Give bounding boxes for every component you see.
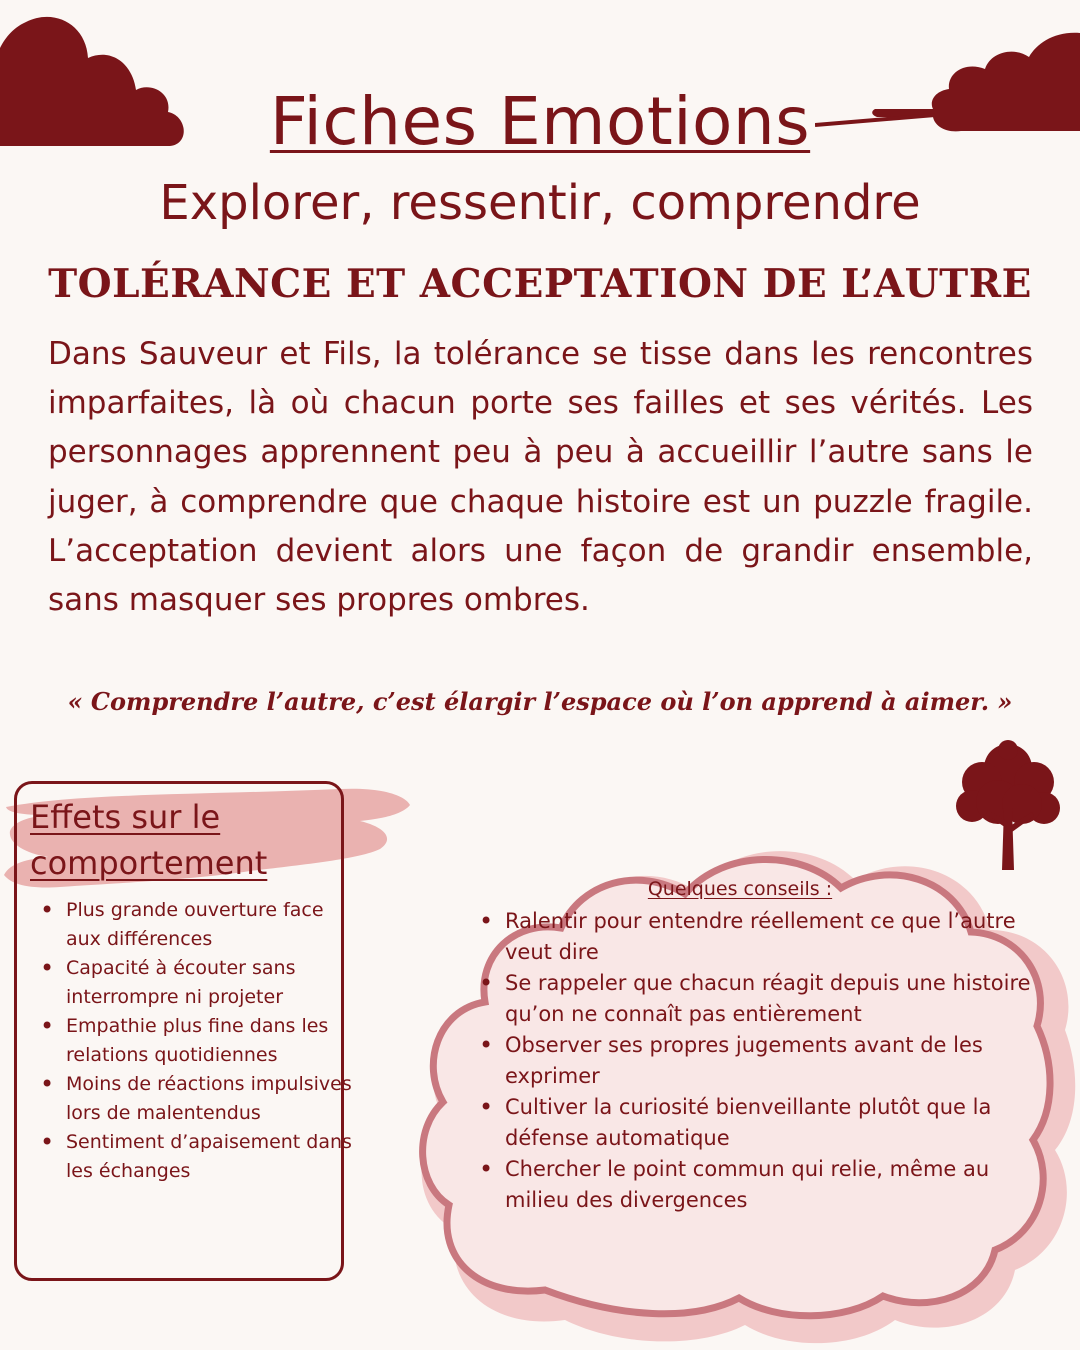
effects-title-line2: comportement [30, 844, 268, 882]
page-title: Fiches Emotions [269, 83, 811, 160]
list-item: • Plus grande ouverture face aux différences [66, 896, 361, 954]
list-item: • Sentiment d’apaisement dans les échanges [66, 1128, 361, 1186]
list-item: • Ralentir pour entendre réellement ce que l’autre veut dire [505, 906, 1035, 968]
list-item: • Observer ses propres jugements avant de les exprimer [505, 1030, 1035, 1092]
tips-heading: Quelques conseils : [647, 878, 833, 900]
section-quote: « Comprendre l’autre, c’est élargir l’espace où l’on apprend à aimer. » [67, 687, 1013, 716]
tips-list [505, 906, 1035, 1216]
list-item: • Empathie plus fine dans les relations quotidiennes [66, 1012, 361, 1070]
section-body: Dans Sauveur et Fils, la tolérance se tisse dans les rencontres imparfaites, là où chacun porte ses failles et ses vérités. Les personnages apprennent peu à peu à accueillir l’autre sans le juger, à comprendre que chaque histoire est un puzzle fragile. L’acceptation devient alors une façon de grandir ensemble, sans masquer ses propres ombres. [48, 336, 1033, 619]
list-item: • Se rappeler que chacun réagit depuis une histoire qu’on ne connaît pas entièrement [505, 968, 1035, 1030]
list-item: • Capacité à écouter sans interrompre ni projeter [66, 954, 361, 1012]
list-item: • Cultiver la curiosité bienveillante plutôt que la défense automatique [505, 1092, 1035, 1154]
page-subtitle: Explorer, ressentir, comprendre [159, 175, 921, 231]
effects-title [30, 794, 330, 886]
list-item: • Moins de réactions impulsives lors de malentendus [66, 1070, 361, 1128]
list-item: • Chercher le point commun qui relie, même au milieu des divergences [505, 1154, 1035, 1216]
effects-list [38, 896, 361, 1186]
effects-title-line1: Effets sur le [30, 798, 221, 836]
section-title: TOLÉRANCE ET ACCEPTATION DE L’AUTRE [48, 261, 1032, 307]
